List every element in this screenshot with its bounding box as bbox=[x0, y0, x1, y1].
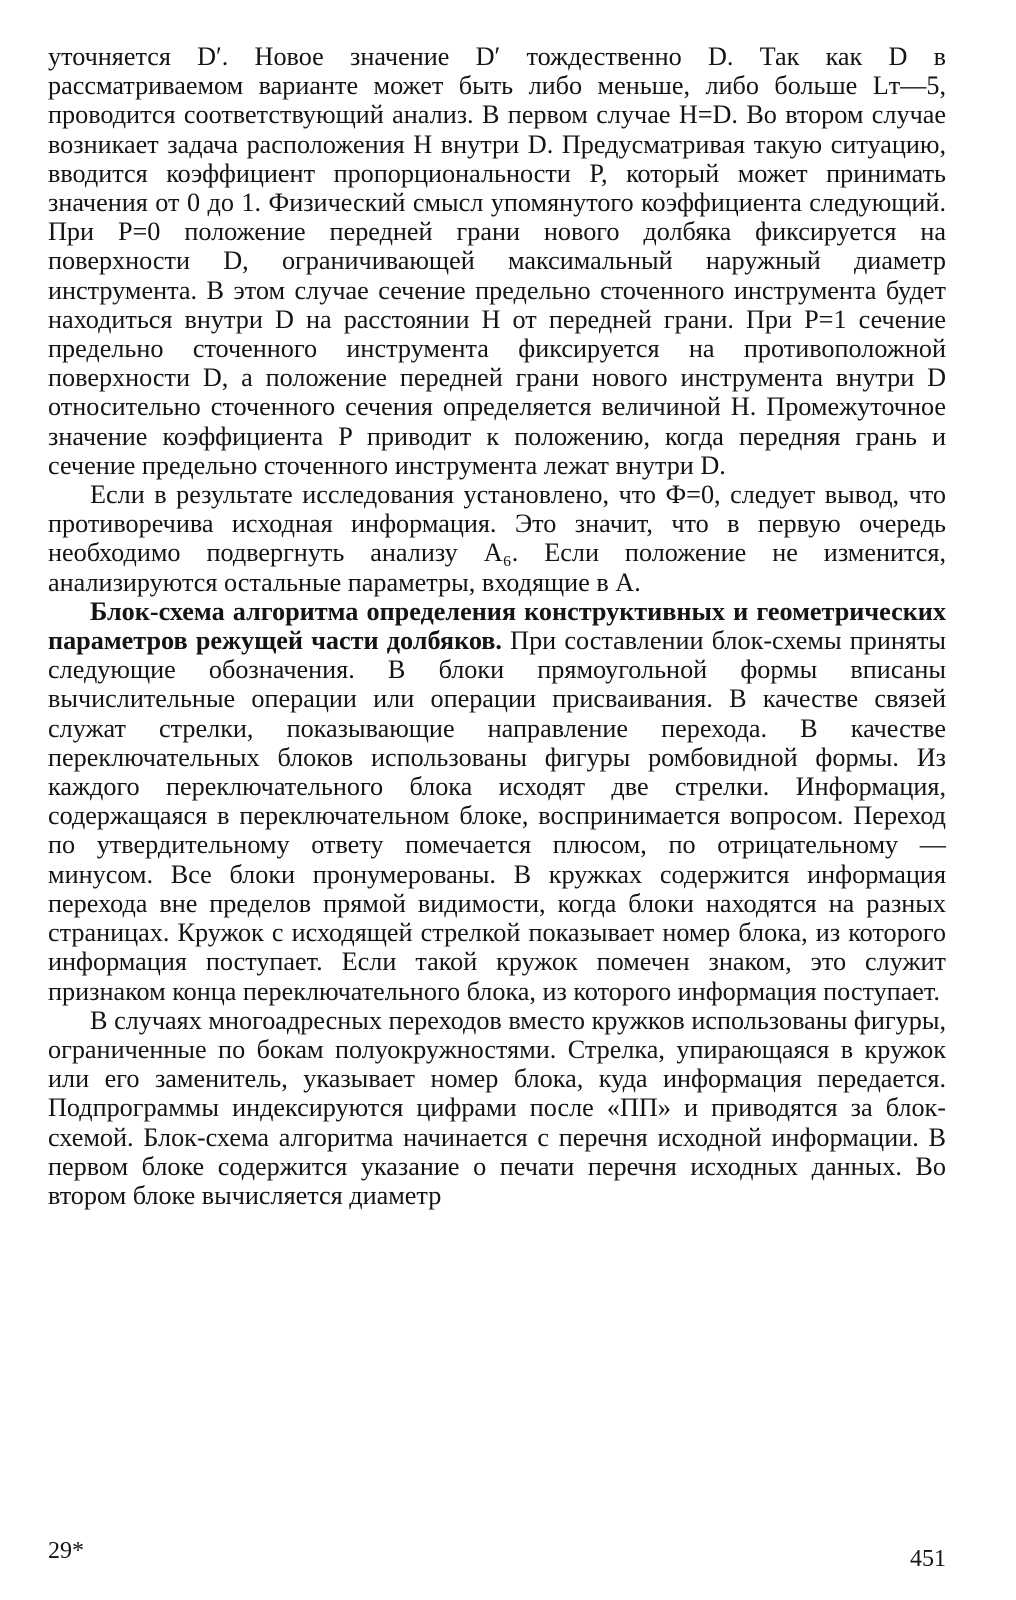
paragraph-2 bbox=[48, 480, 946, 597]
page-body bbox=[48, 42, 946, 1210]
paragraph-2-text: Если в результате исследования установлено, что Ф=0, следует вывод, что противоречива исходная информация. Это значит, что в первую очередь необходимо подвергнуть анализу A₆. Если положение не изменится, анализируются остальные параметры, входящие в A. bbox=[48, 480, 946, 597]
paragraph-3-text: При составлении блок-схемы приняты следующие обозначения. В блоки прямоугольной формы вписаны вычислительные операции или операции присваивания. В качестве связей служат стрелки, показывающие направление перехода. В качестве переключательных блоков использованы фигуры ромбовидной формы. Из каждого переключательного блока исходят две стрелки. Информация, содержащаяся в переключательном блоке, воспринимается вопросом. Переход по утвердительному ответу помечается плюсом, по отрицательному — минусом. Все блоки пронумерованы. В кружках содержится информация перехода вне пределов прямой видимости, когда блоки находятся на разных страницах. Кружок с исходящей стрелкой показывает номер блока, из которого информация поступает. Если такой кружок помечен знаком, это служит признаком конца переключательного блока, из которого информация поступает. bbox=[48, 626, 946, 1006]
page-number: 451 bbox=[910, 1546, 946, 1572]
signature-mark: 29* bbox=[48, 1538, 84, 1564]
paragraph-4 bbox=[48, 1006, 946, 1210]
page-footer bbox=[48, 1538, 946, 1572]
paragraph-4-text: В случаях многоадресных переходов вместо кружков использованы фигуры, ограниченные по бокам полуокружностями. Стрелка, упирающаяся в кружок или его заменитель, указывает номер блока, куда информация передается. Подпрограммы индексируются цифрами после «ПП» и приводятся за блок-схемой. Блок-схема алгоритма начинается с перечня исходной информации. В первом блоке содержится указание о печати перечня исходных данных. Во втором блоке вычисляется диаметр bbox=[48, 1005, 946, 1210]
paragraph-3 bbox=[48, 597, 946, 1006]
section-heading: Блок-схема алгоритма определения конструктивных и геометрических параметров режущей части долбяков. bbox=[48, 596, 946, 656]
paragraph-1-text: уточняется D′. Новое значение D′ тождественно D. Так как D в рассматриваемом варианте может быть либо меньше, либо больше Lт—5, проводится соответствующий анализ. В первом случае H=D. Во втором случае возникает задача расположения H внутри D. Предусматривая такую ситуацию, вводится коэффициент пропорциональности P, который может принимать значения от 0 до 1. Физический смысл упомянутого коэффициента следующий. При P=0 положение передней грани нового долбяка фиксируется на поверхности D, ограничивающей максимальный наружный диаметр инструмента. В этом случае сечение предельно сточенного инструмента будет находиться внутри D на расстоянии H от передней грани. При P=1 сечение предельно сточенного инструмента фиксируется на противоположной поверхности D, а положение передней грани нового инструмента внутри D относительно сточенного сечения определяется величиной H. Промежуточное значение коэффициента P приводит к положению, когда передняя грань и сечение предельно сточенного инструмента лежат внутри D. bbox=[48, 42, 946, 480]
paragraph-1 bbox=[48, 42, 946, 480]
